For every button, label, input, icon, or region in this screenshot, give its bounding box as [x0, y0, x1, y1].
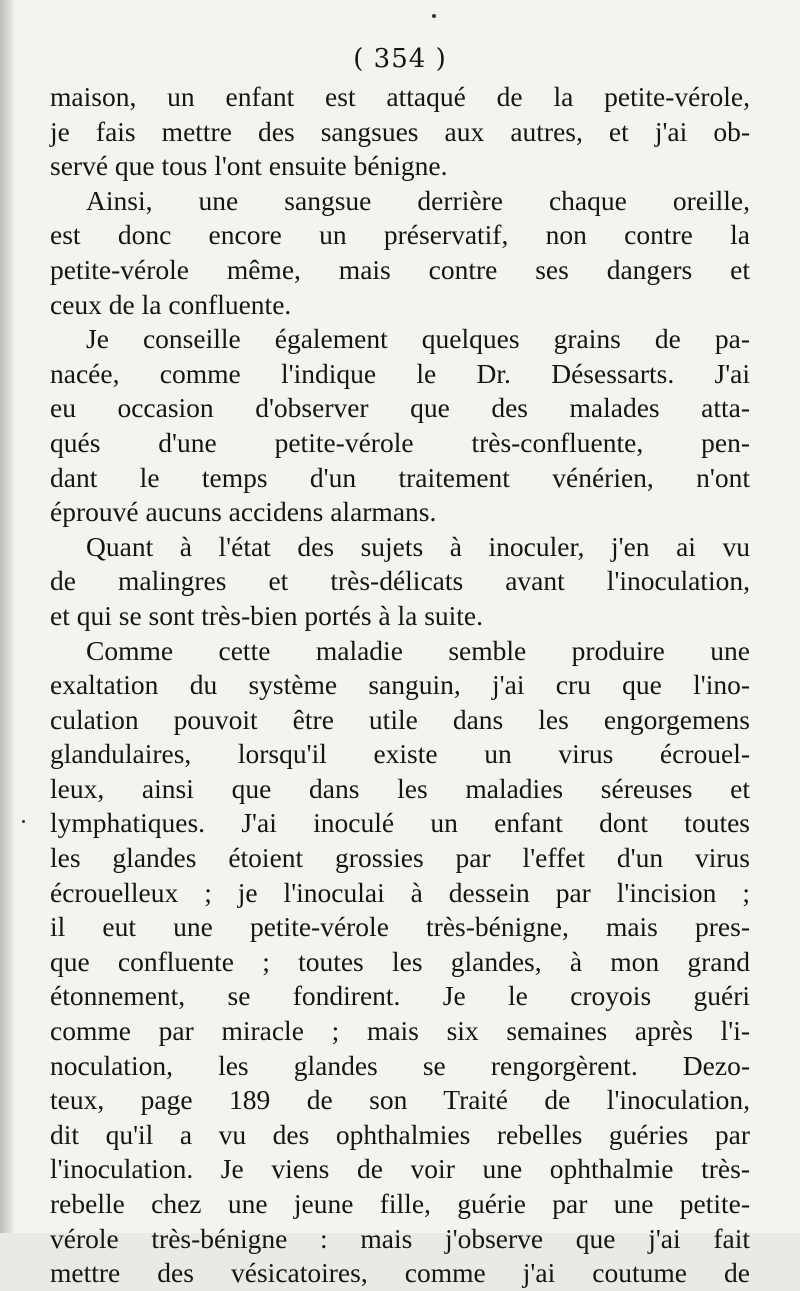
- text-line: culation pouvoit être utile dans les engorgemens: [50, 703, 750, 735]
- text-line: servé que tous l'ont ensuite bénigne.: [50, 150, 448, 182]
- text-line: mettre des vésicatoires, comme j'ai coutume de: [50, 1257, 750, 1289]
- text-line: les glandes étoient grossies par l'effet d'un virus: [50, 842, 750, 874]
- text-line: éprouvé aucuns accidens alarmans.: [50, 496, 437, 528]
- text-line: exaltation du système sanguin, j'ai cru que l'ino-: [50, 669, 750, 701]
- ink-speck: [432, 14, 436, 18]
- text-line: glandulaires, lorsqu'il existe un virus écrouel-: [50, 738, 750, 770]
- text-line: rebelle chez une jeune fille, guérie par une petite-: [50, 1188, 750, 1219]
- text-line: et qui se sont très-bien portés à la suite.: [50, 599, 484, 631]
- page-left-edge-shadow: [0, 0, 14, 1233]
- text-line: vérole très-bénigne : mais j'observe que j'ai fait: [50, 1222, 750, 1254]
- text-line: que confluente ; toutes les glandes, à mon grand: [50, 945, 750, 977]
- text-line: dant le temps d'un traitement vénérien, n'ont: [50, 461, 750, 493]
- text-line: l'inoculation. Je viens de voir une ophthalmie très-: [50, 1153, 750, 1185]
- ink-speck: [22, 820, 25, 823]
- text-line: lymphatiques. J'ai inoculé un enfant dont toutes: [50, 807, 750, 839]
- text-line: qués d'une petite-vérole très-confluente, pen-: [50, 426, 750, 458]
- text-line: Ainsi, une sangsue derrière chaque oreille,: [86, 184, 750, 216]
- text-line: maison, un enfant est attaqué de la petite-vérole,: [50, 81, 750, 112]
- page-body-text: [50, 80, 750, 1291]
- text-line: leux, ainsi que dans les maladies séreuses et: [50, 772, 750, 804]
- page-number: ( 354 ): [353, 44, 447, 74]
- text-line: ceux de la confluente.: [50, 288, 292, 320]
- text-line: il eut une petite-vérole très-bénigne, mais pres-: [50, 911, 750, 943]
- text-line: noculation, les glandes se rengorgèrent. Dezo-: [50, 1049, 750, 1081]
- text-line: de malingres et très-délicats avant l'inoculation,: [50, 565, 750, 597]
- text-line: étonnement, se fondirent. Je le croyois guéri: [50, 980, 750, 1012]
- text-line: nacée, comme l'indique le Dr. Désessarts. J'ai: [50, 357, 750, 389]
- text-line: Comme cette maladie semble produire une: [86, 634, 750, 666]
- text-line: est donc encore un préservatif, non contre la: [50, 219, 750, 251]
- text-line: petite-vérole même, mais contre ses dangers et: [50, 253, 750, 285]
- text-line: je fais mettre des sangsues aux autres, et j'ai ob-: [50, 115, 750, 147]
- text-line: Quant à l'état des sujets à inoculer, j'en ai vu: [86, 530, 750, 562]
- text-line: teux, page 189 de son Traité de l'inoculation,: [50, 1084, 750, 1116]
- text-line: Je conseille également quelques grains de pa-: [86, 323, 750, 355]
- text-line: dit qu'il a vu des ophthalmies rebelles guéries par: [50, 1118, 750, 1150]
- text-line: comme par miracle ; mais six semaines après l'i-: [50, 1015, 750, 1047]
- text-line: eu occasion d'observer que des malades atta-: [50, 392, 750, 424]
- text-line: écrouelleux ; je l'inoculai à dessein par l'incision ;: [50, 876, 750, 908]
